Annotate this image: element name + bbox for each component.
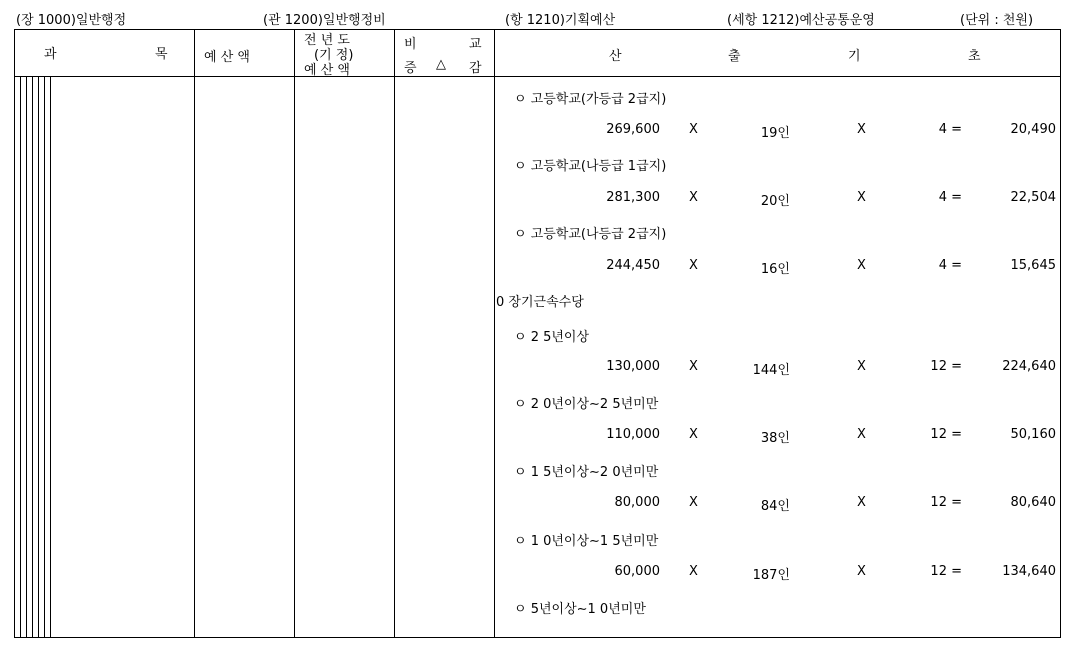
months: 12 = [930,495,962,510]
section-label: 0 장기근속수당 [496,295,584,310]
hierarchy-line [26,77,27,638]
unit-price: 244,450 [606,258,660,273]
list-item [495,530,1061,550]
hierarchy-line [38,77,39,638]
row-total: 134,640 [1002,564,1056,579]
item-label: ㅇ 5년이상∼1 0년미만 [514,602,646,617]
head-count: 16인 [760,262,790,277]
months: 12 = [930,427,962,442]
item-label: ㅇ 2 5년이상 [514,330,590,345]
table-row [495,564,1061,584]
col-header-basis-4: 초 [968,49,981,64]
months: 12 = [930,564,962,579]
col-header-change-c: 감 [469,61,482,76]
col-header-basis-1: 산 [609,49,622,64]
months: 4 = [938,122,962,137]
col-header-basis-2: 출 [728,49,741,64]
section-heading [495,291,1061,311]
list-item [495,155,1061,175]
gwan-label: (관 1200)일반행정비 [263,13,386,28]
head-count: 144인 [752,363,790,378]
unit-price: 281,300 [606,190,660,205]
jang-label: (장 1000)일반행정 [16,13,127,28]
list-item [495,461,1061,481]
col-header-subject-b: 목 [155,47,168,62]
unit-label: (단위 : 천원) [960,13,1034,28]
multiply-sign: X [857,190,866,205]
col-header-prev-3: 예 산 액 [304,63,350,78]
column-divider-prev [394,29,395,638]
list-item [495,393,1061,413]
row-total: 20,490 [1010,122,1056,137]
head-count: 187인 [752,568,790,583]
table-row [495,190,1061,210]
head-count: 38인 [760,431,790,446]
col-header-basis-3: 기 [848,49,861,64]
multiply-sign: X [857,495,866,510]
table-row [495,427,1061,447]
multiply-sign: X [689,190,698,205]
multiply-sign: X [857,427,866,442]
item-label: ㅇ 고등학교(나등급 1급지) [514,159,667,174]
head-count: 84인 [760,499,790,514]
column-divider-budget [294,29,295,638]
row-total: 80,640 [1010,495,1056,510]
months: 12 = [930,359,962,374]
multiply-sign: X [689,495,698,510]
hierarchy-line [32,77,33,638]
unit-price: 80,000 [614,495,660,510]
row-total: 224,640 [1002,359,1056,374]
head-count: 19인 [760,126,790,141]
table-row [495,359,1061,379]
list-item [495,326,1061,346]
list-item [495,223,1061,243]
item-label: ㅇ 1 5년이상∼2 0년미만 [514,465,659,480]
list-item [495,598,1061,618]
col-header-change-b: △ [436,57,446,72]
months: 4 = [938,190,962,205]
hierarchy-line [20,77,21,638]
sehang-label: (세항 1212)예산공통운영 [727,13,875,28]
multiply-sign: X [857,564,866,579]
row-total: 15,645 [1010,258,1056,273]
col-header-budget: 예 산 액 [204,50,250,65]
item-label: ㅇ 1 0년이상∼1 5년미만 [514,534,659,549]
item-label: ㅇ 고등학교(나등급 2급지) [514,227,667,242]
multiply-sign: X [689,427,698,442]
table-row [495,258,1061,278]
table-row [495,122,1061,142]
multiply-sign: X [689,122,698,137]
multiply-sign: X [857,258,866,273]
item-label: ㅇ 고등학교(가등급 2급지) [514,92,667,107]
column-divider-subject [194,29,195,638]
hang-label: (항 1210)기획예산 [505,13,616,28]
item-label: ㅇ 2 0년이상∼2 5년미만 [514,397,659,412]
col-header-compare-a: 비 [404,37,417,52]
col-header-prev-1: 전 년 도 [304,33,350,48]
hierarchy-line [50,77,51,638]
col-header-subject-a: 과 [44,47,57,62]
multiply-sign: X [689,258,698,273]
unit-price: 269,600 [606,122,660,137]
multiply-sign: X [857,122,866,137]
multiply-sign: X [689,564,698,579]
table-row [495,495,1061,515]
months: 4 = [938,258,962,273]
col-header-compare-b: 교 [469,37,482,52]
unit-price: 110,000 [606,427,660,442]
row-total: 22,504 [1010,190,1056,205]
list-item [495,88,1061,108]
head-count: 20인 [760,194,790,209]
unit-price: 60,000 [614,564,660,579]
col-header-change-a: 증 [404,61,417,76]
hierarchy-line [44,77,45,638]
multiply-sign: X [689,359,698,374]
col-header-prev-2: (기 정) [314,48,354,63]
multiply-sign: X [857,359,866,374]
header-separator [14,76,1061,77]
unit-price: 130,000 [606,359,660,374]
row-total: 50,160 [1010,427,1056,442]
